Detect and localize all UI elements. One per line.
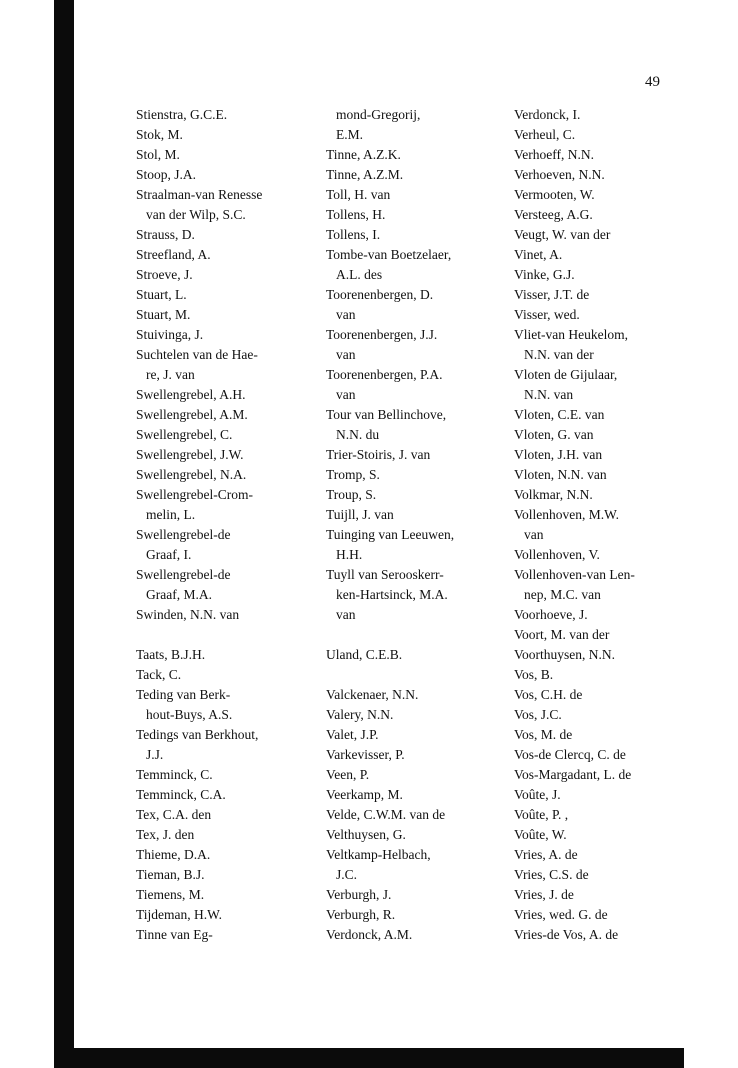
index-entry: re, J. van [146, 367, 195, 382]
index-entry: Tinne, A.Z.M. [326, 167, 404, 182]
index-entry: Vries-de Vos, A. de [514, 927, 619, 942]
index-entry: Toorenenbergen, P.A. [326, 367, 443, 382]
index-entry: Strauss, D. [136, 227, 195, 242]
index-entry: Tromp, S. [326, 467, 380, 482]
index-entry: Vermooten, W. [514, 187, 595, 202]
index-entry: Swellengrebel, A.H. [136, 387, 246, 402]
index-column-2 [326, 105, 506, 945]
index-entry: Tuijll, J. van [326, 507, 394, 522]
index-entry: Varkevisser, P. [326, 747, 405, 762]
index-entry: Streefland, A. [136, 247, 211, 262]
scan-bottom-edge [54, 1048, 684, 1068]
index-entry: Vollenhoven-van Len- [514, 567, 635, 582]
index-entry: Toll, H. van [326, 187, 391, 202]
index-entry: Uland, C.E.B. [326, 647, 403, 662]
index-entry: Voorhoeve, J. [514, 607, 588, 622]
index-entry: Vos-Margadant, L. de [514, 767, 632, 782]
index-entry: Vries, J. de [514, 887, 574, 902]
index-entry: hout-Buys, A.S. [146, 707, 233, 722]
index-entry: nep, M.C. van [524, 587, 601, 602]
index-entry: Tollens, I. [326, 227, 381, 242]
scan-left-edge [54, 0, 74, 1068]
index-entry: Vos, M. de [514, 727, 573, 742]
index-entry: N.N. van der [524, 347, 594, 362]
index-entry: van [524, 527, 544, 542]
index-entry: Vinke, G.J. [514, 267, 575, 282]
index-entry: Teding van Berk- [136, 687, 231, 702]
index-entry: H.H. [336, 547, 363, 562]
index-entry: Voort, M. van der [514, 627, 610, 642]
index-entry: Stok, M. [136, 127, 183, 142]
index-entry: Vollenhoven, M.W. [514, 507, 620, 522]
index-entry: Tedings van Berkhout, [136, 727, 259, 742]
index-entry: Verhoeff, N.N. [514, 147, 594, 162]
index-entry: Voûte, J. [514, 787, 561, 802]
index-entry: Vos-de Clercq, C. de [514, 747, 626, 762]
index-entry: Swellengrebel-Crom- [136, 487, 253, 502]
index-entry: Troup, S. [326, 487, 377, 502]
blank-line [326, 625, 506, 645]
index-entry: Vries, A. de [514, 847, 578, 862]
index-entry: mond-Gregorij, [336, 107, 421, 122]
index-entry: Verhoeven, N.N. [514, 167, 605, 182]
index-entry: Visser, wed. [514, 307, 580, 322]
index-entry: Vliet-van Heukelom, [514, 327, 628, 342]
index-entry: Vloten, G. van [514, 427, 594, 442]
index-entry: J.J. [146, 747, 164, 762]
index-entry: Stroeve, J. [136, 267, 193, 282]
index-entry: van [336, 387, 356, 402]
index-entry: melin, L. [146, 507, 196, 522]
index-entry: Temminck, C. [136, 767, 213, 782]
index-entry: van [336, 347, 356, 362]
index-entry: Swellengrebel, J.W. [136, 447, 244, 462]
index-entry: Stuart, L. [136, 287, 187, 302]
index-entry: Vloten, N.N. van [514, 467, 607, 482]
index-entry: Valery, N.N. [326, 707, 394, 722]
index-entry: Volkmar, N.N. [514, 487, 593, 502]
index-entry: Tuyll van Serooskerr- [326, 567, 444, 582]
index-entry: Graaf, I. [146, 547, 192, 562]
blank-line [326, 665, 506, 685]
index-entry: Veugt, W. van der [514, 227, 611, 242]
index-entry: Vos, J.C. [514, 707, 562, 722]
index-entry: Versteeg, A.G. [514, 207, 593, 222]
index-entry: Stienstra, G.C.E. [136, 107, 228, 122]
index-entry: Vloten, C.E. van [514, 407, 605, 422]
index-entry: Tieman, B.J. [136, 867, 205, 882]
index-entry: Straalman-van Renesse [136, 187, 263, 202]
index-column-1 [136, 105, 316, 945]
index-entry: van [336, 607, 356, 622]
index-entry: Swellengrebel-de [136, 567, 231, 582]
index-entry: Verheul, C. [514, 127, 576, 142]
index-entry: Visser, J.T. de [514, 287, 590, 302]
index-entry: Toorenenbergen, J.J. [326, 327, 438, 342]
index-entry: Tombe-van Boetzelaer, [326, 247, 452, 262]
index-entry: Valet, J.P. [326, 727, 379, 742]
index-entry: ken-Hartsinck, M.A. [336, 587, 448, 602]
index-entry: Verdonck, I. [514, 107, 581, 122]
index-entry: Verburgh, R. [326, 907, 396, 922]
index-entry: Voorthuysen, N.N. [514, 647, 615, 662]
index-entry: Valckenaer, N.N. [326, 687, 419, 702]
index-entry: van [336, 307, 356, 322]
index-entry: Veltkamp-Helbach, [326, 847, 431, 862]
index-entry: Stoop, J.A. [136, 167, 197, 182]
index-entry: Swellengrebel-de [136, 527, 231, 542]
index-column-3 [514, 105, 684, 945]
blank-line [136, 625, 316, 645]
index-entry: Tuinging van Leeuwen, [326, 527, 455, 542]
index-entry: Vries, C.S. de [514, 867, 589, 882]
index-entry: Tiemens, M. [136, 887, 205, 902]
index-entry: Swellengrebel, N.A. [136, 467, 247, 482]
index-entry: Tollens, H. [326, 207, 386, 222]
index-entry: E.M. [336, 127, 363, 142]
index-entry: Vollenhoven, V. [514, 547, 600, 562]
index-entry: Stol, M. [136, 147, 180, 162]
index-entry: Graaf, M.A. [146, 587, 212, 602]
index-entry: Temminck, C.A. [136, 787, 226, 802]
index-entry: Tex, J. den [136, 827, 195, 842]
index-entry: N.N. du [336, 427, 380, 442]
index-entry: Vloten, J.H. van [514, 447, 603, 462]
index-entry: Tour van Bellinchove, [326, 407, 447, 422]
index-entry: Thieme, D.A. [136, 847, 211, 862]
index-entry: Velde, C.W.M. van de [326, 807, 446, 822]
index-entry: Voûte, W. [514, 827, 567, 842]
index-entry: Veen, P. [326, 767, 370, 782]
index-entry: Trier-Stoiris, J. van [326, 447, 431, 462]
index-entry: Tinne, A.Z.K. [326, 147, 401, 162]
index-entry: N.N. van [524, 387, 574, 402]
index-entry: Stuivinga, J. [136, 327, 204, 342]
index-entry: van der Wilp, S.C. [146, 207, 246, 222]
index-entry: Swinden, N.N. van [136, 607, 240, 622]
index-entry: Veerkamp, M. [326, 787, 403, 802]
index-entry: Toorenenbergen, D. [326, 287, 434, 302]
index-entry: Vloten de Gijulaar, [514, 367, 618, 382]
index-entry: J.C. [336, 867, 358, 882]
index-entry: Suchtelen van de Hae- [136, 347, 258, 362]
index-entry: Tinne van Eg- [136, 927, 213, 942]
index-entry: Taats, B.J.H. [136, 647, 206, 662]
page-number: 49 [645, 74, 660, 90]
index-entry: Tex, C.A. den [136, 807, 212, 822]
index-entry: Tijdeman, H.W. [136, 907, 223, 922]
index-entry: Voûte, P. , [514, 807, 569, 822]
index-entry: Vos, C.H. de [514, 687, 583, 702]
index-entry: Vries, wed. G. de [514, 907, 608, 922]
index-entry: Velthuysen, G. [326, 827, 406, 842]
index-entry: Verburgh, J. [326, 887, 392, 902]
index-entry: Verdonck, A.M. [326, 927, 413, 942]
index-entry: Tack, C. [136, 667, 182, 682]
index-entry: Swellengrebel, C. [136, 427, 233, 442]
index-entry: A.L. des [336, 267, 383, 282]
index-entry: Vinet, A. [514, 247, 563, 262]
index-entry: Vos, B. [514, 667, 554, 682]
index-entry: Stuart, M. [136, 307, 191, 322]
index-entry: Swellengrebel, A.M. [136, 407, 248, 422]
